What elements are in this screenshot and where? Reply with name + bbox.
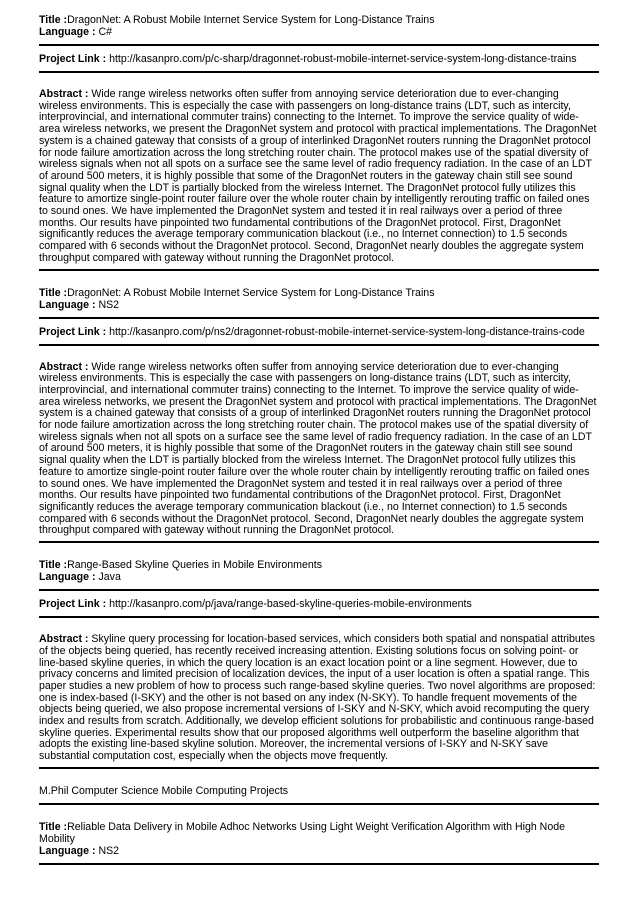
divider xyxy=(39,44,599,46)
language-label: Language : xyxy=(39,298,96,311)
entry-title: DragonNet: A Robust Mobile Internet Service System for Long-Distance Trains xyxy=(67,14,435,26)
entry-language: NS2 xyxy=(98,298,120,311)
entry-title: Range-Based Skyline Queries in Mobile Environments xyxy=(67,559,323,572)
project-link-row xyxy=(39,598,599,610)
entry-language: NS2 xyxy=(98,844,120,857)
entry-title: Reliable Data Delivery in Mobile Adhoc Networks Using Light Weight Verification Algorithm with High Node Mobility xyxy=(39,820,566,845)
project-link-row xyxy=(39,53,599,65)
entry-language: C# xyxy=(98,26,113,38)
abstract-paragraph xyxy=(39,362,599,538)
abstract-label: Abstract : xyxy=(39,360,89,373)
abstract-text: Wide range wireless networks often suffer from annoying service deterioration due to ever-changing wireless environments. This is especially the case with passengers on long-distance trains (LDT, such as intercity, interprovincial, and international commuter trains) connecting to the Internet. To improve the service quality of wide-area wireless networks, we present the DragonNet system and protocol with practical implementations. The DragonNet system is a chained gateway that consists of a group of interlinked DragonNet routers running the DragonNet protocol for node failure amortization across the long stretching router chain. The protocol makes use of the spatial diversity of wireless signals when not all spots on a surface see the same level of radio frequency radiation. In the case of an LDT of around 500 meters, it is highly possible that some of the DragonNet routers in the gateway chain still see sound signal quality when the LDT is partially blocked from the wireless Internet. The DragonNet protocol fully utilizes this feature to amortize single-point router failure over the whole router chain by intelligently rerouting traffic on failed ones to sound ones. We have implemented the DragonNet system and tested it in real railways over a period of three months. Our results have pinpointed two fundamental contributions of the DragonNet protocol. First, DragonNet significantly reduces the average temporary communication blackout (i.e., no Internet connection) to 1.5 seconds compared with 6 seconds without the DragonNet protocol. Second, DragonNet nearly doubles the aggregate system throughput compared with gateway without running the DragonNet protocol. xyxy=(39,88,597,264)
divider xyxy=(39,269,599,271)
language-label: Language : xyxy=(39,571,96,584)
divider xyxy=(39,541,599,543)
language-label: Language : xyxy=(39,844,96,857)
title-label: Title : xyxy=(39,286,68,299)
project-link-label: Project Link : xyxy=(39,598,107,611)
project-link[interactable]: http://kasanpro.com/p/c-sharp/dragonnet-robust-mobile-internet-service-system-long-distance-trains xyxy=(109,53,577,65)
divider xyxy=(39,344,599,346)
entry-language-row xyxy=(39,571,599,583)
abstract-label: Abstract : xyxy=(39,88,89,100)
entry-language-row xyxy=(39,299,599,311)
title-label: Title : xyxy=(39,14,68,26)
project-link-label: Project Link : xyxy=(39,325,107,338)
entry-title-row xyxy=(39,14,599,26)
divider xyxy=(39,767,599,769)
abstract-paragraph xyxy=(39,634,599,763)
title-label: Title : xyxy=(39,820,68,833)
divider xyxy=(39,71,599,73)
section-heading: M.Phil Computer Science Mobile Computing Projects xyxy=(39,784,289,797)
entry-title-row xyxy=(39,821,599,845)
project-link[interactable]: http://kasanpro.com/p/ns2/dragonnet-robust-mobile-internet-service-system-long-distance-trains-code xyxy=(109,325,585,338)
language-label: Language : xyxy=(39,26,96,38)
entry-language: Java xyxy=(98,571,121,584)
entry-title-row xyxy=(39,559,599,571)
abstract-label: Abstract : xyxy=(39,633,89,646)
divider xyxy=(39,863,599,865)
document-page xyxy=(39,14,599,865)
entry-language-row xyxy=(39,845,599,857)
divider xyxy=(39,589,599,591)
entry-title: DragonNet: A Robust Mobile Internet Service System for Long-Distance Trains xyxy=(67,286,435,299)
abstract-text: Skyline query processing for location-based services, which considers both spatial and nonspatial attributes of the objects being queried, has recently received increasing attention. Existing solutions focus on solving point- or line-based skyline queries, in which the query location is an exact location point or a line segment. However, due to privacy concerns and limited precision of localization devices, the input of a user location is often a spatial range. This paper studies a new problem of how to process such range-based skyline queries. Two novel algorithms are proposed: one is index-based (I-SKY) and the other is not based on any index (N-SKY). To handle frequent movements of the objects being queried, we also propose incremental versions of I-SKY and N-SKY, which avoid recomputing the query index and results from scratch. Additionally, we develop efficient solutions for probabilistic and continuous range-based skyline queries. Experimental results show that our proposed algorithms well outperform the baseline algorithm that adopts the existing line-based skyline solution. Moreover, the incremental versions of I-SKY and N-SKY save substantial computation cost, especially when the objects move frequently. xyxy=(39,633,596,763)
title-label: Title : xyxy=(39,559,68,572)
entry-language-row xyxy=(39,26,599,38)
entry-title-row xyxy=(39,287,599,299)
divider xyxy=(39,317,599,319)
project-link-label: Project Link : xyxy=(39,53,107,65)
divider xyxy=(39,803,599,805)
divider xyxy=(39,616,599,618)
project-link[interactable]: http://kasanpro.com/p/java/range-based-skyline-queries-mobile-environments xyxy=(109,598,472,611)
project-link-row xyxy=(39,326,599,338)
abstract-paragraph xyxy=(39,89,599,265)
abstract-text: Wide range wireless networks often suffer from annoying service deterioration due to ever-changing wireless environments. This is especially the case with passengers on long-distance trains (LDT, such as intercity, interprovincial, and international commuter trains) connecting to the Internet. To improve the service quality of wide-area wireless networks, we present the DragonNet system and protocol with practical implementations. The DragonNet system is a chained gateway that consists of a group of interlinked DragonNet routers running the DragonNet protocol for node failure amortization across the long stretching router chain. The protocol makes use of the spatial diversity of wireless signals when not all spots on a surface see the same level of radio frequency radiation. In the case of an LDT of around 500 meters, it is highly possible that some of the DragonNet routers in the gateway chain still see sound signal quality when the LDT is partially blocked from the wireless Internet. The DragonNet protocol fully utilizes this feature to amortize single-point router failure over the whole router chain by intelligently rerouting traffic on failed ones to sound ones. We have implemented the DragonNet system and tested it in real railways over a period of three months. Our results have pinpointed two fundamental contributions of the DragonNet protocol. First, DragonNet significantly reduces the average temporary communication blackout (i.e., no Internet connection) to 1.5 seconds compared with 6 seconds without the DragonNet protocol. Second, DragonNet nearly doubles the aggregate system throughput compared with gateway without running the DragonNet protocol. xyxy=(39,360,597,537)
